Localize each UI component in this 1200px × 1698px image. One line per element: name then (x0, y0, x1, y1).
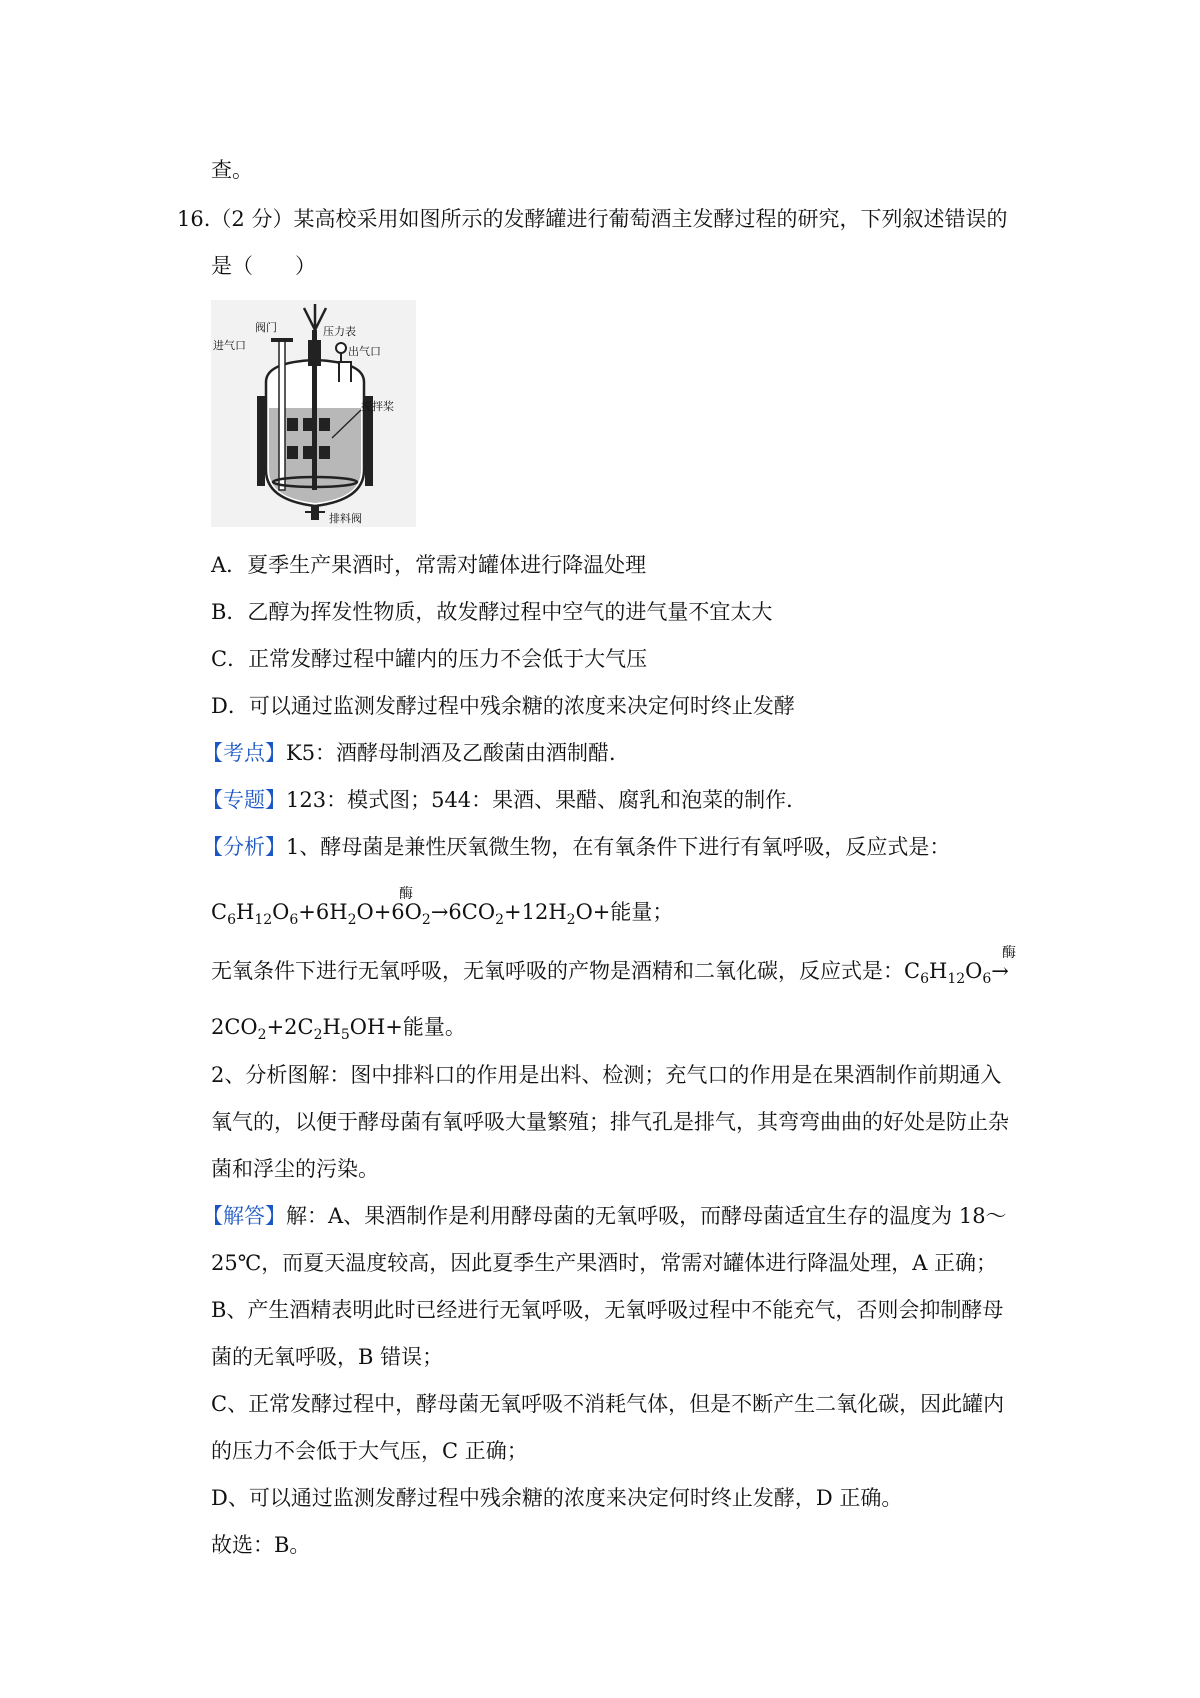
label-inlet: 进气口 (213, 339, 246, 352)
question-stem: 某高校采用如图所示的发酵罐进行葡萄酒主发酵过程的研究，下列叙述错误的 (293, 207, 1008, 231)
enzyme-label-1: 酶 (399, 886, 413, 902)
fermenter-diagram (211, 300, 416, 527)
option-d: D．可以通过监测发酵过程中残余糖的浓度来决定何时终止发酵 (211, 694, 795, 718)
jieda-line5: C、正常发酵过程中，酵母菌无氧呼吸不消耗气体，但是不断产生二氧化碳，因此罐内 (211, 1392, 1005, 1416)
fenxi-line: 【分析】1、酵母菌是兼性厌氧微生物，在有氧条件下进行有氧呼吸，反应式是： (202, 835, 951, 859)
fenxi-para2-line3: 菌和浮尘的污染。 (211, 1157, 379, 1181)
kaodian-tag: 考点 (223, 741, 265, 765)
zhuanti-text: 123：模式图；544：果酒、果醋、腐乳和泡菜的制作． (286, 788, 808, 812)
enzyme-label-2: 酶 (1002, 945, 1016, 961)
fenxi-anaerobic-line: 无氧条件下进行无氧呼吸，无氧呼吸的产物是酒精和二氧化碳，反应式是：$C_6H_{12}O_6\to$ (211, 959, 1009, 987)
jieda-line4: 菌的无氧呼吸，B 错误； (211, 1345, 444, 1369)
option-c: C．正常发酵过程中罐内的压力不会低于大气压 (211, 647, 648, 671)
jieda-line2: 25℃，而夏天温度较高，因此夏季生产果酒时，常需对罐体进行降温处理，A 正确； (211, 1251, 998, 1275)
kaodian-text: K5：酒酵母制酒及乙酸菌由酒制醋． (286, 741, 631, 765)
fenxi-text: 1、酵母菌是兼性厌氧微生物，在有氧条件下进行有氧呼吸，反应式是： (286, 835, 951, 859)
zhuanti-tag: 专题 (223, 788, 265, 812)
fenxi-para2-line1: 2、分析图解：图中排料口的作用是出料、检测；充气口的作用是在果酒制作前期通入 (211, 1063, 1002, 1087)
equation-anaerobic-products: $2CO_2+2C_2H_5OH+$能量。 (211, 1015, 466, 1043)
continuation-text: 查。 (211, 158, 253, 182)
question-score: （2 分） (210, 207, 294, 231)
question-stem-line1 (177, 209, 1007, 230)
question-number: 16. (177, 207, 211, 231)
option-b: B．乙醇为挥发性物质，故发酵过程中空气的进气量不宜太大 (211, 600, 773, 624)
option-a: A．夏季生产果酒时，常需对罐体进行降温处理 (211, 553, 647, 577)
question-stem-line2: 是（ ） (211, 254, 316, 278)
label-stirrer: 搅拌桨 (361, 400, 394, 413)
answer-line: 故选：B。 (211, 1533, 311, 1557)
label-pressure-gauge: 压力表 (323, 325, 356, 338)
label-discharge-valve: 排料阀 (329, 512, 362, 525)
jieda-line: 【解答】解：A、果酒制作是利用酵母菌的无氧呼吸，而酵母菌适宜生存的温度为 18～ (202, 1204, 1007, 1228)
anaerobic-text: 无氧条件下进行无氧呼吸，无氧呼吸的产物是酒精和二氧化碳，反应式是： (211, 959, 904, 983)
kaodian-line: 【考点】K5：酒酵母制酒及乙酸菌由酒制醋． (202, 741, 631, 765)
jieda-text: 解：A、果酒制作是利用酵母菌的无氧呼吸，而酵母菌适宜生存的温度为 18～ (286, 1204, 1007, 1228)
jieda-line6: 的压力不会低于大气压，C 正确； (211, 1439, 528, 1463)
equation-aerobic: $C_6H_{12}O_6+6H_2O+6O_2\to 6CO_2+12H_2O+$能量； (211, 900, 674, 928)
jieda-tag: 解答 (223, 1204, 265, 1228)
label-outlet: 出气口 (348, 345, 381, 358)
fenxi-tag: 分析 (223, 835, 265, 859)
zhuanti-line: 【专题】123：模式图；544：果酒、果醋、腐乳和泡菜的制作． (202, 788, 808, 812)
jieda-line3: B、产生酒精表明此时已经进行无氧呼吸，无氧呼吸过程中不能充气，否则会抑制酵母 (211, 1298, 1004, 1322)
fenxi-para2-line2: 氧气的，以便于酵母菌有氧呼吸大量繁殖；排气孔是排气，其弯弯曲曲的好处是防止杂 (211, 1110, 1009, 1134)
label-valve: 阀门 (255, 321, 277, 334)
reaction-arrow: → (430, 900, 449, 924)
jieda-line7: D、可以通过监测发酵过程中残余糖的浓度来决定何时终止发酵，D 正确。 (211, 1486, 903, 1510)
